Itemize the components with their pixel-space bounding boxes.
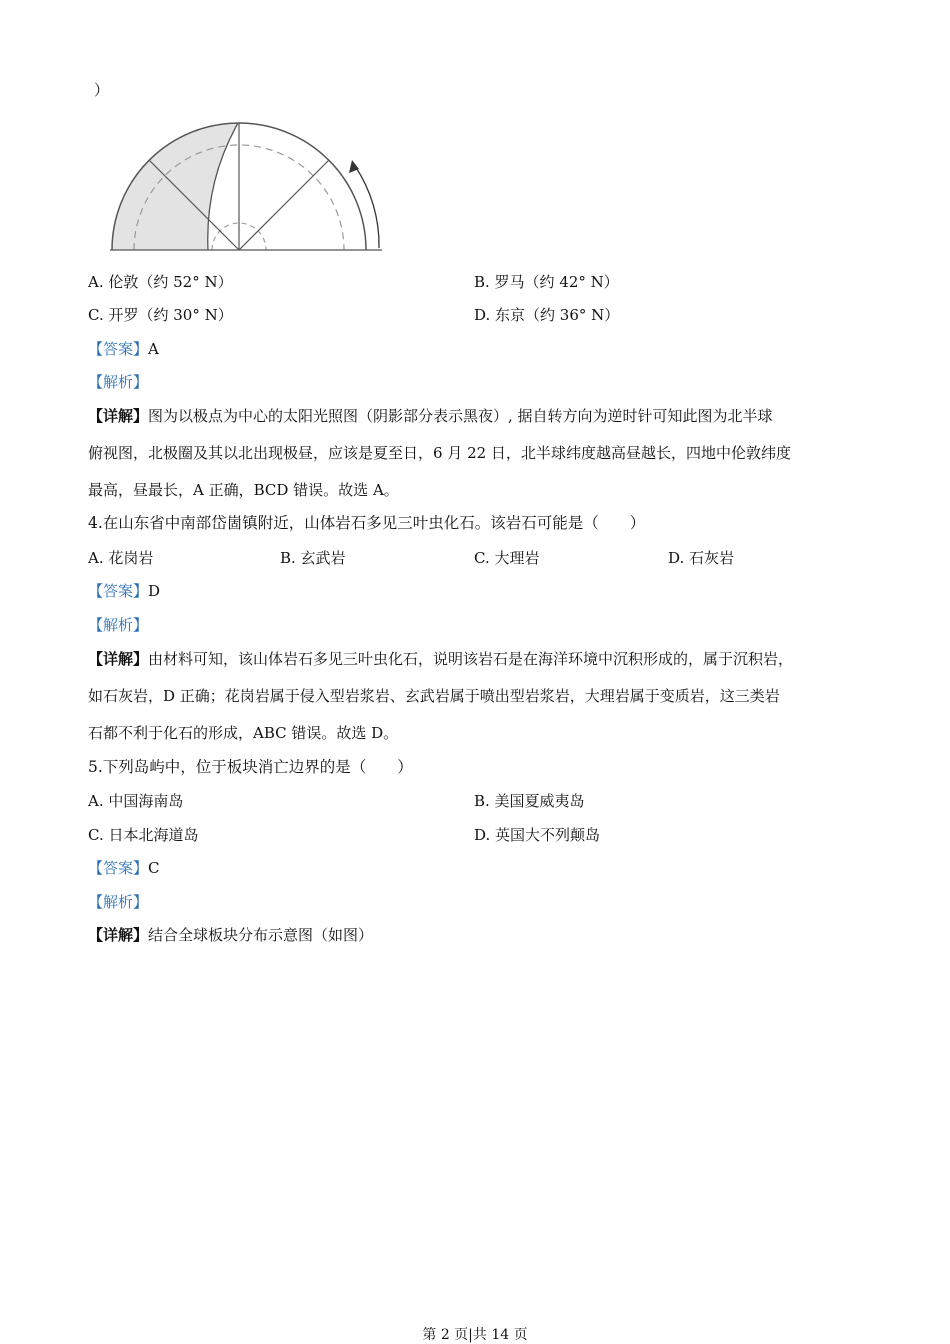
q4-question: 4.在山东省中南部岱崮镇附近，山体岩石多见三叶虫化石。该岩石可能是（ ） xyxy=(88,514,646,532)
q3-option-b: B. 罗马（约 42° N） xyxy=(474,273,619,291)
q5-option-a: A. 中国海南岛 xyxy=(88,792,184,810)
page-footer: 第 2 页|共 14 页 xyxy=(422,1327,528,1343)
detail-text: 由材料可知，该山体岩石多见三叶虫化石，说明该岩石是在海洋环境中沉积形成的，属于沉积岩， xyxy=(148,650,794,668)
q3-option-c: C. 开罗（约 30° N） xyxy=(88,306,233,324)
q5-option-b: B. 美国夏威夷岛 xyxy=(474,792,585,810)
q5-question: 5.下列岛屿中，位于板块消亡边界的是（ ） xyxy=(88,758,413,776)
q3-analysis-tag: 【解析】 xyxy=(88,373,149,391)
q3-detail-line-1 xyxy=(88,406,773,426)
q3-option-d: D. 东京（约 36° N） xyxy=(474,306,620,324)
q4-detail-line-3: 石都不利于化石的形成，ABC 错误。故选 D。 xyxy=(88,724,399,742)
q4-option-a: A. 花岗岩 xyxy=(88,549,154,567)
answer-tag: 【答案】 xyxy=(88,582,149,600)
meridian-right xyxy=(239,160,329,250)
answer-tag: 【答案】 xyxy=(88,859,149,877)
q4-detail-line-2: 如石灰岩，D 正确；花岗岩属于侵入型岩浆岩、玄武岩属于喷出型岩浆岩，大理岩属于变质岩，这三类岩 xyxy=(88,687,780,705)
q5-detail-line xyxy=(88,925,373,945)
q5-answer xyxy=(88,858,160,878)
q3-answer xyxy=(88,339,159,359)
answer-value: A xyxy=(148,340,159,358)
q4-detail-line-1 xyxy=(88,649,793,669)
detail-text: 结合全球板块分布示意图（如图） xyxy=(148,926,374,944)
answer-tag: 【答案】 xyxy=(88,340,149,358)
q3-detail-line-2: 俯视图，北极圈及其以北出现极昼，应该是夏至日，6 月 22 日，北半球纬度越高昼越长，四地中伦敦纬度 xyxy=(88,444,791,462)
q4-option-d: D. 石灰岩 xyxy=(668,549,735,567)
q3-option-a: A. 伦敦（约 52° N） xyxy=(88,273,233,291)
detail-text: 图为以极点为中心的太阳光照图（阴影部分表示黑夜）, 据自转方向为逆时针可知此图为北半球 xyxy=(148,407,773,425)
q3-detail-line-3: 最高，昼最长，A 正确，BCD 错误。故选 A。 xyxy=(88,481,399,499)
q5-option-d: D. 英国大不列颠岛 xyxy=(474,826,601,844)
q4-answer xyxy=(88,581,160,601)
detail-tag: 【详解】 xyxy=(88,650,149,668)
q4-analysis-tag: 【解析】 xyxy=(88,616,149,634)
sunlight-diagram xyxy=(105,112,385,257)
q4-option-b: B. 玄武岩 xyxy=(280,549,346,567)
top-paren: ） xyxy=(94,81,110,99)
answer-value: C xyxy=(148,859,160,877)
detail-tag: 【详解】 xyxy=(88,407,149,425)
answer-value: D xyxy=(148,582,161,600)
q5-analysis-tag: 【解析】 xyxy=(88,893,149,911)
q5-option-c: C. 日本北海道岛 xyxy=(88,826,199,844)
q4-option-c: C. 大理岩 xyxy=(474,549,540,567)
detail-tag: 【详解】 xyxy=(88,926,149,944)
